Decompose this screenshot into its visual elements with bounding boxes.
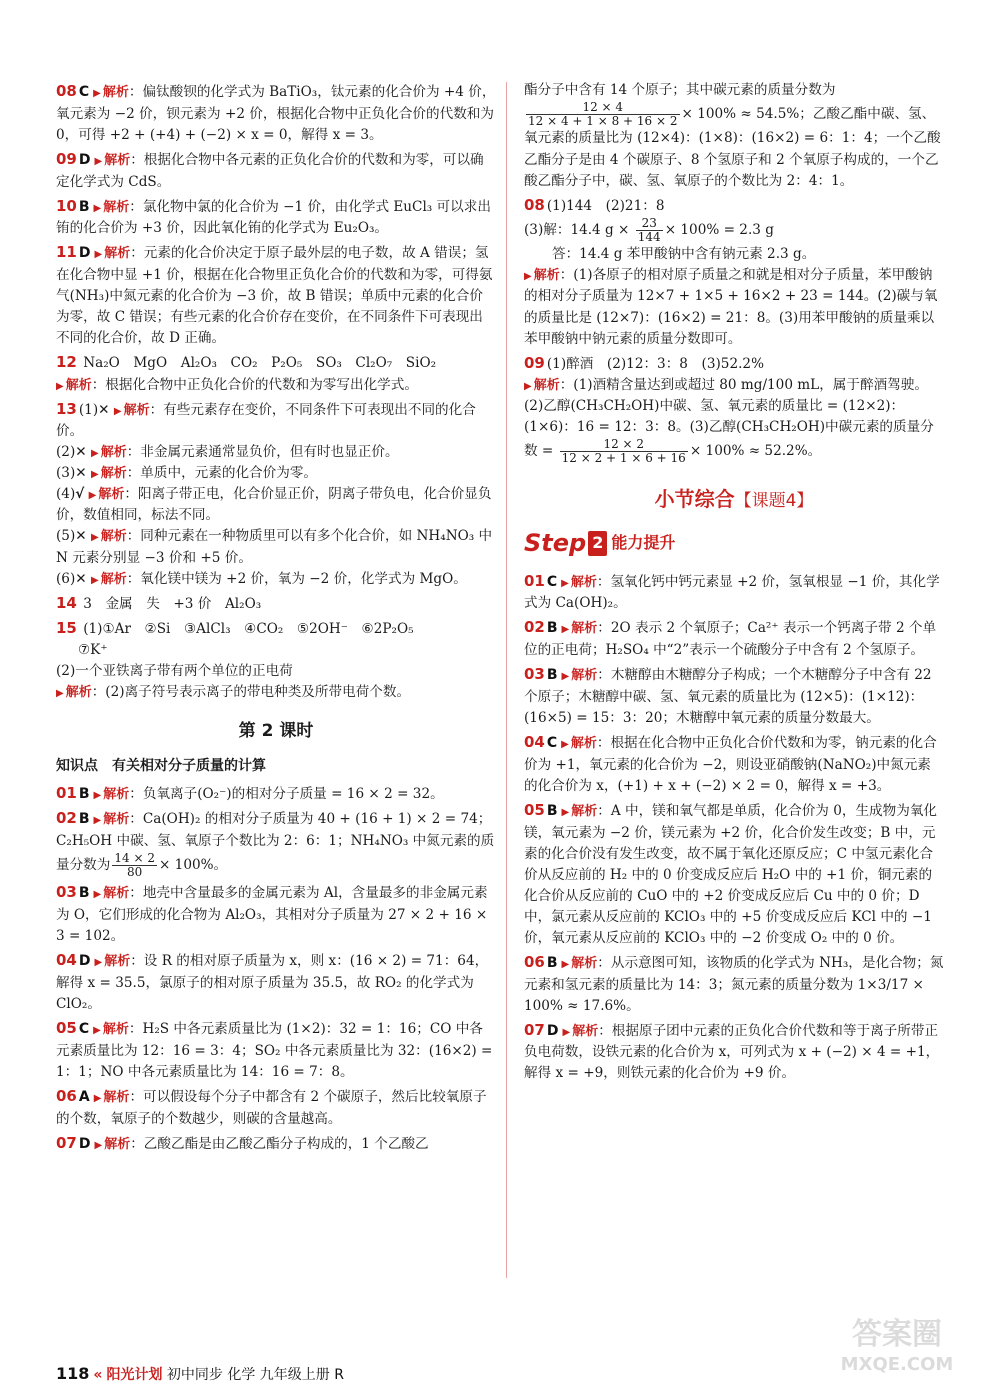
- fraction: [112, 852, 157, 879]
- entry-08: [524, 194, 944, 350]
- fraction-denominator: 12 × 2 + 1 × 6 + 16: [561, 451, 686, 466]
- entry-answer: B: [78, 885, 90, 902]
- subitem-mark: ✕: [75, 443, 87, 460]
- entry-13: [56, 398, 496, 590]
- entry-number: 08: [56, 82, 77, 100]
- analysis-tag: ▶ 解析: [95, 954, 131, 969]
- step-banner: [524, 525, 944, 562]
- step-label: 能力提升: [611, 532, 676, 552]
- page-number: 118: [56, 1364, 90, 1383]
- entry-07-continued: [524, 80, 944, 192]
- entry-analysis: ：根据在化合物中正负化合价代数和为零，钠元素的化合价为 +1，氧元素的化合价为 −2，则设亚硝酸钠(NaNO₂)中氮元素的化合价为 x，(+1) + x + (−2) × 2 = 0，解得 x = +3。: [524, 735, 937, 794]
- entry-01: [524, 570, 944, 615]
- entry-analysis: ：设 R 的相对原子质量为 x，则 x：(16 × 2) = 71：64，解得 x = 35.5，氯原子的相对原子质量为 35.5，故 RO₂ 的化学式为 ClO₂。: [56, 953, 489, 1012]
- entry-answer: D: [78, 151, 91, 168]
- entry-number: 03: [524, 665, 545, 684]
- entry-answer: A: [78, 1088, 90, 1105]
- entry-answer: B: [546, 802, 558, 819]
- entry-answer: B: [78, 785, 90, 802]
- subitem-analysis: ：单质中，元素的化合价为零。: [126, 465, 318, 482]
- entry-answer: B: [546, 954, 558, 971]
- subitem-mark: ✕: [75, 528, 87, 545]
- entry-06: [524, 951, 944, 1017]
- subitem-mark: √: [75, 486, 85, 503]
- entry-answer: C: [546, 573, 558, 590]
- subitem-analysis: ：有些元素存在变价，不同条件下可表现出不同的化合价。: [56, 401, 476, 439]
- entry-answer: D: [78, 245, 91, 262]
- fraction-numerator: 12 × 2: [603, 437, 645, 452]
- entry-analysis: ：Ca(OH)₂ 的相对分子质量为 40 + (16 + 1) × 2 = 74；C₂H₅OH 中碳、氢、氧原子个数比为 2：6：1；NH₄NO₃ 中氮元素的质量分数为: [56, 811, 495, 874]
- knowledge-point-title: 知识点 有关相对分子质量的计算: [56, 757, 266, 774]
- entry-12-analysis: ：根据化合物中正负化合价的代数和为零写出化学式。: [91, 376, 418, 393]
- analysis-tag: ▶ 解析: [561, 575, 597, 590]
- entry-number: 07: [56, 1133, 77, 1152]
- section-heading: [524, 484, 944, 515]
- analysis-tag: ▶ 解析: [563, 1024, 599, 1039]
- analysis-tag: ▶ 解析: [562, 668, 598, 683]
- cont-text-1: 酯分子中含有 14 个原子；其中碳元素的质量分数为: [524, 82, 836, 98]
- fraction-denominator: 80: [112, 865, 157, 879]
- entry-number: 05: [56, 1019, 77, 1038]
- analysis-tag: ▶ 解析: [91, 466, 127, 481]
- entry-14: [56, 592, 496, 615]
- entry-09-analysis-2: × 100% ≈ 52.2%。: [689, 443, 822, 460]
- left-column: [56, 80, 496, 1157]
- entry-number: 06: [524, 952, 545, 971]
- entry-08: [56, 80, 496, 146]
- chevron-left-icon: «: [93, 1367, 103, 1383]
- right-column: [524, 80, 944, 1087]
- entry-number: 02: [56, 809, 77, 828]
- left-entries-group-1: [56, 80, 496, 349]
- entry-07: [524, 1019, 944, 1085]
- analysis-tag: ▶ 解析: [93, 85, 129, 100]
- entry-08-answer-line: 答：14.4 g 苯甲酸钠中含有钠元素 2.3 g。: [552, 246, 816, 263]
- page-footer: [56, 1362, 344, 1387]
- section-title: 小节综合: [654, 486, 735, 511]
- analysis-tag: ▶ 解析: [114, 403, 150, 418]
- entry-15-line1: (1)①Ar ②Si ③AlCl₃ ④CO₂ ⑤2OH⁻ ⑥2P₂O₅: [83, 621, 414, 638]
- left-entries-group-2: [56, 782, 496, 1156]
- entry-02: [524, 616, 944, 661]
- entry-08-calc-1: (3)解：14.4 g ×: [524, 222, 630, 239]
- entry-analysis: ：偏钛酸钡的化学式为 BaTiO₃，钛元素的化合价为 +4 价，氧元素为 −2 价，钡元素为 +2 价，根据化合物中正负化合价的代数和为 0，可得 +2 + (+4) + (−2) × x = 0，解得 x = 3。: [56, 84, 496, 143]
- analysis-tag: ▶ 解析: [93, 1022, 129, 1037]
- analysis-tag: ▶ 解析: [56, 685, 92, 700]
- entry-number: 14: [56, 593, 77, 612]
- entry-05: [56, 1017, 496, 1083]
- entry-analysis: ：根据化合物中各元素的正负化合价的代数和为零，可以确定化学式为 CdS。: [56, 151, 484, 190]
- analysis-tag: ▶ 解析: [91, 529, 127, 544]
- entry-number: 11: [56, 243, 77, 262]
- entry-04: [56, 949, 496, 1015]
- entry-analysis: ：元素的化合价决定于原子最外层的电子数，故 A 错误；氢在化合物中显 +1 价，根据在化合物里正负化合价的代数和为零，可得氨气(NH₃)中氮元素的化合价为 −3 价，故 B 错误；单质中元素的化合价为零，故 C 错误；有些元素的化合价存在变价，在不同条件下可表现出不同的化合价，故 D 正确。: [56, 245, 493, 347]
- entry-number: 01: [524, 571, 545, 590]
- analysis-tag: ▶ 解析: [91, 445, 127, 460]
- analysis-tag: ▶ 解析: [562, 621, 598, 636]
- entry-08-answer: (1)144 (2)21：8: [546, 197, 665, 214]
- entry-analysis: ：2O 表示 2 个氧原子；Ca²⁺ 表示一个钙离子带 2 个单位的正电荷；H₂SO₄ 中“2”表示一个硫酸分子中含有 2 个氢原子。: [524, 620, 937, 659]
- analysis-tag: ▶ 解析: [89, 487, 125, 502]
- entry-number: 09: [56, 149, 77, 168]
- entry-15-line2: ⑦K⁺: [78, 642, 108, 659]
- column-divider: [506, 82, 507, 1278]
- cont-text-2: × 100% ≈ 54.5%；乙酸乙酯中碳、氢、氧元素的质量比为 (12×4)：(1×8)：(16×2) = 6：1：4；一个乙酸乙酯分子是由 4 个碳原子、8 个氢原子和 2 个氧原子构成的，一个乙酸乙酯分子中，碳、氢、氧原子的个数比为 2：4：1。: [524, 106, 941, 189]
- entry-answer: B: [78, 811, 90, 828]
- entry-number: 04: [524, 733, 545, 752]
- entry-analysis: ：木糖醇由木糖醇分子构成；一个木糖醇分子中含有 22 个原子；木糖醇中碳、氢、氧元素的质量比为 (12×5)：(1×12)：(16×5) = 15：3：20；木糖醇中氧元素的质量分数最大。: [524, 667, 932, 726]
- subitem-prefix: (2): [56, 443, 76, 460]
- analysis-tag: ▶ 解析: [95, 1137, 131, 1152]
- subitem-analysis: ：氧化镁中镁为 +2 价，氧为 −2 价，化学式为 MgO。: [126, 570, 467, 587]
- entry-09-answer: (1)醉酒 (2)12：3：8 (3)52.2%: [546, 355, 764, 372]
- fraction-numerator: 23: [641, 215, 657, 230]
- analysis-tag: ▶ 解析: [94, 812, 130, 827]
- analysis-tag: ▶ 解析: [561, 736, 597, 751]
- entry-09-analysis-1: ：(1)酒精含量达到或超过 80 mg/100 mL，属于醉酒驾驶。(2)乙醇(CH₃CH₂OH)中碳、氢、氧元素的质量比 = (12×2)：(1×6)：16 = 12：3：8。(3)乙醇(CH₃CH₂OH)中碳元素的质量分数 =: [524, 376, 934, 460]
- entry-answer: B: [546, 667, 558, 684]
- fraction-denominator: 12 × 4 + 1 × 8 + 16 × 2: [528, 114, 678, 129]
- entry-08-calc-2: × 100% = 2.3 g: [664, 222, 774, 239]
- subitem-mark: ✕: [98, 401, 110, 418]
- entry-answer: C: [78, 84, 90, 100]
- entry-analysis: ：氢氧化钙中钙元素显 +2 价，氢氧根显 −1 价，其化学式为 Ca(OH)₂。: [524, 573, 940, 612]
- entry-number: 04: [56, 951, 77, 970]
- entry-15-analysis: ：(2)离子符号表示离子的带电种类及所带电荷个数。: [91, 684, 411, 701]
- entry-09: [524, 352, 944, 466]
- entry-09: [56, 148, 496, 193]
- watermark-logo: [822, 1308, 972, 1378]
- entry-13-subitems: [56, 399, 493, 587]
- entry-answer: C: [78, 1021, 90, 1038]
- entry-number: 13: [56, 399, 77, 418]
- analysis-tag: ▶ 解析: [562, 804, 598, 819]
- entry-12: [56, 351, 496, 395]
- entry-13-head: (1): [78, 401, 99, 418]
- entry-analysis-end: × 100%。: [158, 857, 228, 874]
- entry-answer: B: [546, 620, 558, 637]
- section-subtitle: 【课题4】: [734, 490, 814, 511]
- entry-analysis: ：A 中，镁和氧气都是单质，化合价为 0，生成物为氧化镁，氧元素为 −2 价，镁元素为 +2 价，化合价发生改变；B 中，元素的化合价没有发生改变，故不属于氧化还原反应；C 中氢元素化合价从反应前的 H₂ 中的 0 价变成反应后 H₂O 中的 +1 价，铜元素的化合价从反应前的 CuO 中的 +2 价变成反应后 Cu 中的 0 价；D 中，氯元素从反应前的 KClO₃ 中的 +5 价变成反应后 KCl 中的 −1 价，氧元素从反应前的 KClO₃ 中的 −2 价变成 O₂ 中的 0 价。: [524, 802, 938, 946]
- entry-04: [524, 731, 944, 797]
- entry-answer: D: [546, 1022, 559, 1039]
- entry-03: [56, 881, 496, 947]
- subitem-analysis: ：阳离子带正电，化合价显正价，阴离子带负电，化合价显负价，数值相同，标法不同。: [56, 486, 492, 524]
- entry-number: 10: [56, 196, 77, 215]
- entry-analysis: ：乙酸乙酯是由乙酸乙酯分子构成的，1 个乙酸乙: [130, 1135, 429, 1152]
- entry-number: 08: [524, 195, 545, 214]
- analysis-tag: ▶ 解析: [562, 956, 598, 971]
- subitem-analysis: ：同种元素在一种物质里可以有多个化合价，如 NH₄NO₃ 中 N 元素分别显 −3 价和 +5 价。: [56, 528, 493, 566]
- right-entries-group: [524, 570, 944, 1085]
- entry-03: [524, 663, 944, 729]
- entry-answer: D: [78, 953, 91, 970]
- entry-07: [56, 1132, 496, 1156]
- analysis-tag: ▶ 解析: [94, 886, 130, 901]
- entry-number: 03: [56, 883, 77, 902]
- entry-answer: D: [78, 1135, 91, 1152]
- watermark-text-1: 答案圈: [852, 1317, 942, 1352]
- analysis-tag: ▶ 解析: [56, 378, 92, 393]
- entry-analysis: ：根据原子团中元素的正负化合价代数和等于离子所带正负电荷数，设铁元素的化合价为 x，可列式为 x + (−2) × 4 = +1，解得 x = +9，则铁元素的化合价为 +9 价。: [524, 1022, 940, 1082]
- entry-analysis: ：地壳中含量最多的金属元素为 Al，含量最多的非金属元素为 O，它们形成的化合物为 Al₂O₃，其相对分子质量为 27 × 2 + 16 × 3 = 102。: [56, 885, 488, 945]
- entry-number: 01: [56, 783, 77, 802]
- analysis-tag: ▶ 解析: [524, 268, 560, 283]
- analysis-tag: ▶ 解析: [94, 1090, 130, 1105]
- entry-14-answer: 3 金属 失 +3 价 Al₂O₃: [83, 595, 262, 612]
- analysis-tag: ▶ 解析: [94, 200, 130, 215]
- subitem-analysis: ：非金属元素通常显负价，但有时也显正价。: [126, 443, 399, 460]
- entry-number: 02: [524, 618, 545, 637]
- fraction: [526, 101, 680, 128]
- subitem-prefix: (5): [56, 528, 76, 545]
- analysis-tag: ▶ 解析: [91, 572, 127, 587]
- entry-number: 15: [56, 619, 77, 638]
- book-title: 初中同步 化学 九年级上册 R: [166, 1367, 344, 1383]
- subitem-mark: ✕: [75, 465, 87, 482]
- subitem-prefix: (3): [56, 465, 76, 482]
- entry-analysis: ：H₂S 中各元素质量比为 (1×2)：32 = 1：16；CO 中各元素质量比为 12：16 = 3：4；SO₂ 中各元素质量比为 32：(16×2) = 1：1；NO 中各元素质量比为 14：16 = 7：8。: [56, 1021, 493, 1080]
- fraction-numerator: 12 × 4: [582, 100, 624, 115]
- entry-06: [56, 1085, 496, 1130]
- entry-analysis: ：氯化物中氯的化合价为 −1 价，由化学式 EuCl₃ 可以求出铕的化合价为 +3 价，因此氧化铕的化学式为 Eu₂O₃。: [56, 198, 491, 237]
- entry-number: 05: [524, 800, 545, 819]
- fraction: [636, 217, 663, 244]
- subitem-prefix: (4): [56, 486, 76, 503]
- entry-answer: B: [78, 198, 90, 215]
- subitem-prefix: (6): [56, 570, 76, 587]
- lesson-title: 第 2 课时: [238, 720, 314, 741]
- brand-name: 阳光计划: [106, 1367, 163, 1383]
- entry-number: 06: [56, 1086, 77, 1105]
- entry-08-analysis: ：(1)各原子的相对原子质量之和就是相对分子质量，苯甲酸钠的相对分子质量为 12×7 + 1×5 + 16×2 + 23 = 144。(2)碳与氧的质量比是 (12×7)：(16×2) = 21：8。(3)用苯甲酸钠的质量乘以苯甲酸钠中钠元素的质量分数即可。: [524, 267, 938, 347]
- entry-01: [56, 782, 496, 806]
- entry-05: [524, 799, 944, 949]
- entry-12-answer: Na₂O MgO Al₂O₃ CO₂ P₂O₅ SO₃ Cl₂O₇ SiO₂: [83, 355, 437, 372]
- entry-11: [56, 241, 496, 349]
- entry-15-line3: (2)一个亚铁离子带有两个单位的正电荷: [56, 663, 293, 680]
- analysis-tag: ▶ 解析: [94, 787, 130, 802]
- entry-15: [56, 617, 496, 704]
- entry-number: 09: [524, 353, 545, 372]
- entry-answer: C: [546, 735, 558, 752]
- fraction-numerator: 14 × 2: [114, 851, 155, 866]
- entry-number: 07: [524, 1020, 545, 1039]
- step-number: 2: [588, 531, 607, 556]
- fraction: [560, 438, 688, 465]
- fraction-denominator: 144: [637, 230, 661, 245]
- watermark-text-2: MXQE.COM: [840, 1354, 954, 1375]
- analysis-tag: ▶ 解析: [524, 378, 560, 393]
- analysis-tag: ▶ 解析: [95, 246, 131, 261]
- entry-10: [56, 195, 496, 240]
- entry-analysis: ：可以假设每个分子中都含有 2 个碳原子，然后比较氧原子的个数，氧原子的个数越少，则碳的含量越高。: [56, 1088, 487, 1127]
- entry-02: [56, 807, 496, 879]
- step-word: Step: [524, 528, 587, 557]
- entry-number: 12: [56, 353, 77, 372]
- subitem-mark: ✕: [75, 570, 87, 587]
- entry-analysis: ：从示意图可知，该物质的化学式为 NH₃，是化合物；氮元素和氢元素的质量比为 14：3；氮元素的质量分数为 1×3/17 × 100% ≈ 17.6%。: [524, 954, 944, 1014]
- entry-analysis: ：负氧离子(O₂⁻)的相对分子质量 = 16 × 2 = 32。: [129, 785, 444, 802]
- analysis-tag: ▶ 解析: [95, 153, 131, 168]
